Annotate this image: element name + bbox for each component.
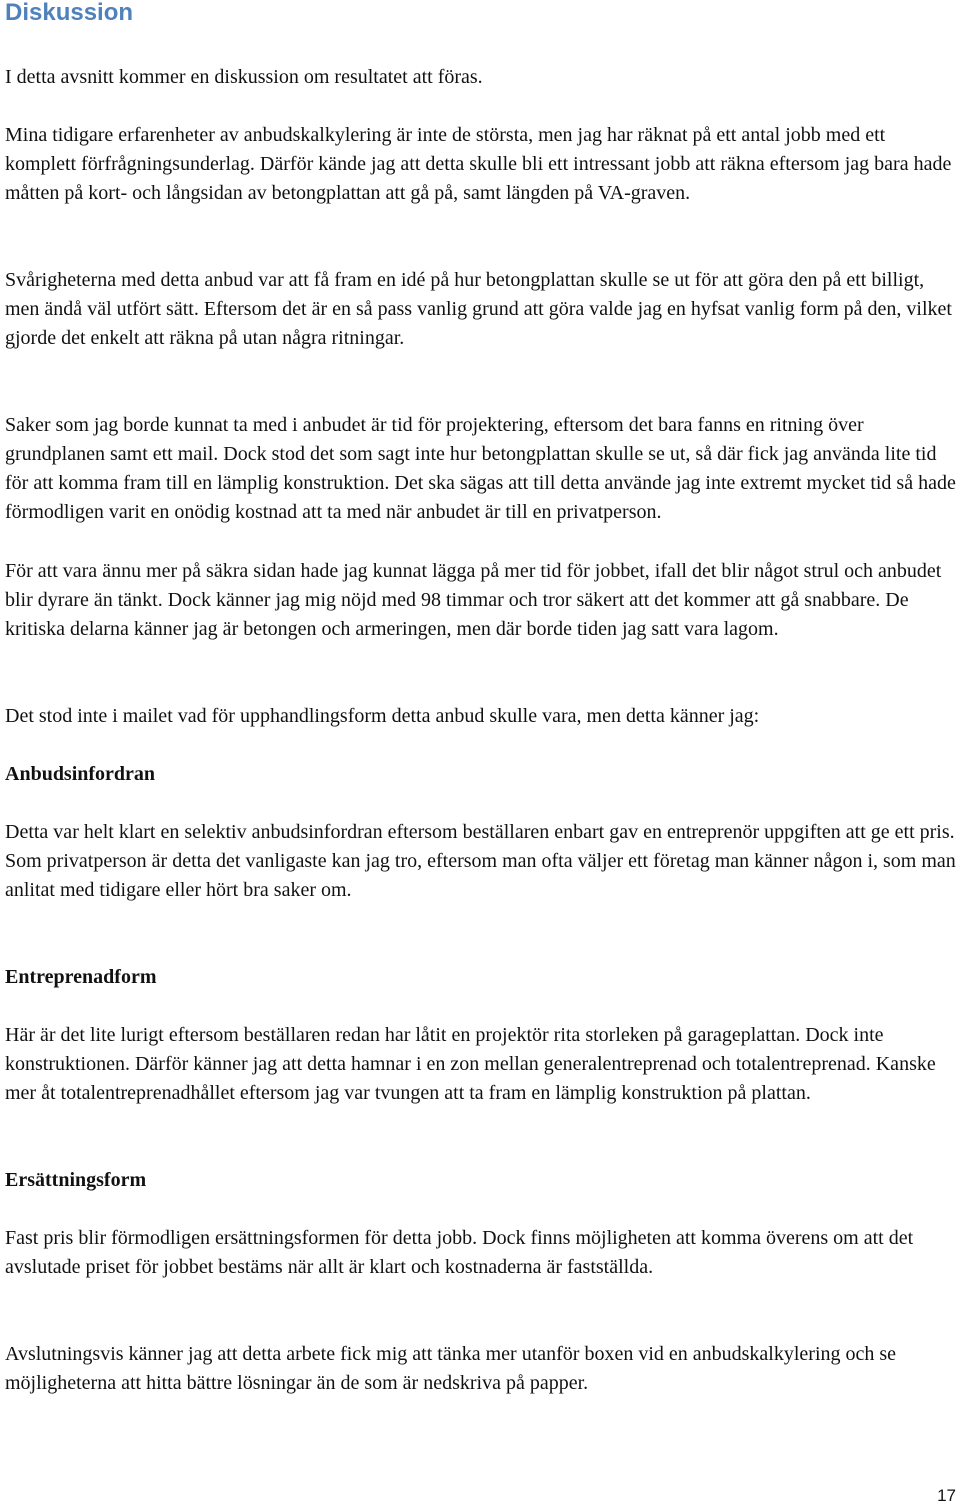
procurement-paragraph: Det stod inte i mailet vad för upphandlingsform detta anbud skulle vara, men detta känner jag:	[5, 705, 760, 727]
subheading-ersattningsform: Ersättningsform	[5, 1169, 147, 1191]
safety-margin-paragraph: För att vara ännu mer på säkra sidan hade jag kunnat lägga på mer tid för jobbet, ifall det blir något strul och anbudet blir dyrare än tänkt. Dock känner jag mig nöjd med 98 timmar och tror säkert att det kommer att gå snabbare. De kritiska delarna känner jag är betongen och armeringen, men där borde tiden jag satt vara lagom.	[5, 560, 942, 640]
difficulties-paragraph: Svårigheterna med detta anbud var att få fram en idé på hur betongplattan skulle se ut för att göra den på ett billigt, men ändå väl utfört sätt. Eftersom det är en så pass vanlig grund att göra valde jag en hyfsat vanlig form på den, vilket gjorde det enkelt att räkna på utan några ritningar.	[5, 269, 952, 349]
intro-paragraph: I detta avsnitt kommer en diskussion om resultatet att föras.	[5, 66, 483, 88]
page-title: Diskussion	[5, 0, 134, 26]
subheading-entreprenadform: Entreprenadform	[5, 966, 157, 988]
conclusion-paragraph: Avslutningsvis känner jag att detta arbete fick mig att tänka mer utanför boxen vid en anbudskalkylering och se möjligheterna att hitta bättre lösningar än de som är nedskriva på papper.	[5, 1343, 897, 1394]
missing-items-paragraph: Saker som jag borde kunnat ta med i anbudet är tid för projektering, eftersom det bara fanns en ritning över grundplanen samt ett mail. Dock stod det som sagt inte hur betongplattan skulle se ut, så där fick jag använda lite tid för att komma fram till en lämplig konstruktion. Det ska sägas att till detta använde jag inte extremt mycket tid så hade förmodligen varit en onödig kostnad att ta med när anbudet är till en privatperson.	[5, 414, 956, 523]
ersattningsform-paragraph: Fast pris blir förmodligen ersättningsformen för detta jobb. Dock finns möjligheten att komma överens om att det avslutade priset för jobbet bestäms när allt är klart och kostnaderna är fastställda.	[5, 1227, 914, 1278]
subheading-anbudsinfordran: Anbudsinfordran	[5, 763, 156, 785]
experience-paragraph: Mina tidigare erfarenheter av anbudskalkylering är inte de största, men jag har räknat på ett antal jobb med ett komplett förfrågningsunderlag. Därför kände jag att detta skulle bli ett intressant jobb att räkna eftersom jag bara hade måtten på kort- och långsidan av betongplattan att gå på, samt längden på VA-graven.	[5, 124, 952, 204]
entreprenadform-paragraph: Här är det lite lurigt eftersom beställaren redan har låtit en projektör rita storleken på garageplattan. Dock inte konstruktionen. Därför känner jag att detta hamnar i en zon mellan generalentreprenad och totalentreprenad. Kanske mer åt totalentreprenadhållet eftersom jag var tvungen att ta fram en lämplig konstruktion på plattan.	[5, 1024, 936, 1104]
anbudsinfordran-paragraph: Detta var helt klart en selektiv anbudsinfordran eftersom beställaren enbart gav en entreprenör uppgiften att ge ett pris. Som privatperson är detta det vanligaste kan jag tro, eftersom man ofta väljer ett företag man känner någon i, som man anlitat med tidigare eller hört bra saker om.	[5, 821, 956, 901]
page-number: 17	[937, 1486, 956, 1505]
